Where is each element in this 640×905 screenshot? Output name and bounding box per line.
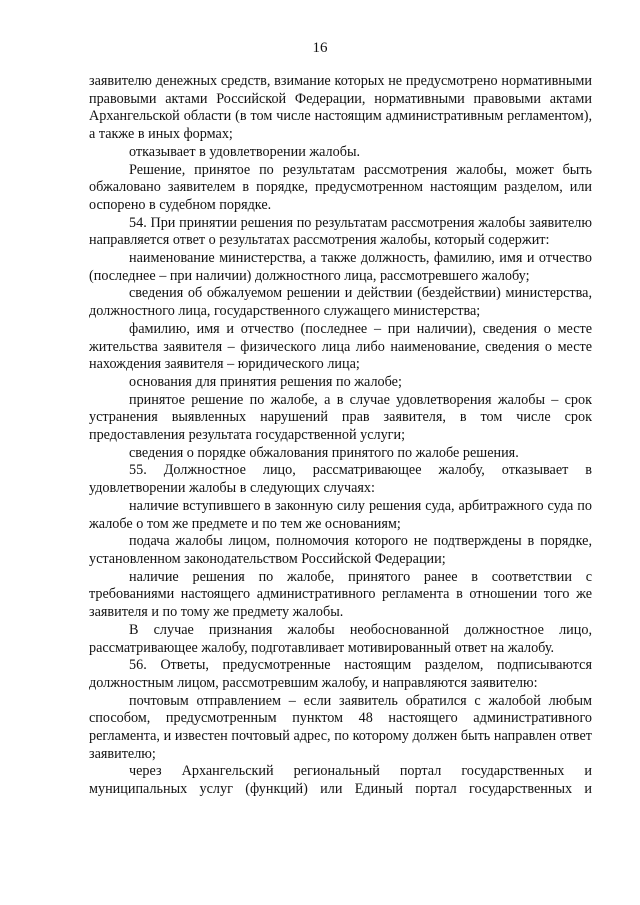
- paragraph: основания для принятия решения по жалобе;: [129, 373, 402, 390]
- paragraph: сведения о порядке обжалования принятого по жалобе решения.: [129, 444, 519, 461]
- paragraph: Решение, принятое по результатам рассмотрения жалобы, может быть обжаловано заявителем в порядке, предусмотренном настоящим разделом, или оспорено в судебном порядке.: [89, 161, 592, 213]
- paragraph-continuation: заявителю денежных средств, взимание которых не предусмотрено нормативными правовыми актами Российской Федерации, нормативными правовыми актами Архангельской области (в том числе настоящим административным регламентом), а также в иных формах;: [89, 73, 592, 143]
- paragraph: фамилию, имя и отчество (последнее – при наличии), сведения о месте жительства заявителя – физического лица либо наименование, сведения о месте нахождения заявителя – юридического лица;: [89, 320, 592, 373]
- paragraph: подача жалобы лицом, полномочия которого не подтверждены в порядке, установленном законодательством Российской Федерации;: [89, 533, 592, 567]
- body-text: [89, 73, 592, 799]
- paragraph-clause-56: 56. Ответы, предусмотренные настоящим разделом, подписываются должностным лицом, рассмотревшим жалобу, и направляются заявителю:: [89, 657, 592, 691]
- paragraph: почтовым отправлением – если заявитель обратился с жалобой любым способом, предусмотренным пунктом 48 настоящего административного регламента, и известен почтовый адрес, по которому должен быть направлен ответ заявителю;: [89, 692, 592, 762]
- page-number: 16: [312, 40, 328, 56]
- paragraph-clause-55: 55. Должностное лицо, рассматривающее жалобу, отказывает в удовлетворении жалобы в следующих случаях:: [89, 462, 592, 497]
- paragraph: наименование министерства, а также должность, фамилию, имя и отчество (последнее – при наличии) должностного лица, рассмотревшего жалобу;: [89, 250, 592, 284]
- paragraph-clause-54: 54. При принятии решения по результатам рассмотрения жалобы заявителю направляется ответ о результатах рассмотрения жалобы, который содержит:: [89, 214, 592, 249]
- paragraph: В случае признания жалобы необоснованной должностное лицо, рассматривающее жалобу, подготавливает мотивированный ответ на жалобу.: [89, 621, 592, 656]
- paragraph-continues: через Архангельский региональный портал государственных и муниципальных услуг (функций) или Единый портал государственных и: [89, 763, 592, 798]
- paragraph: сведения об обжалуемом решении и действии (бездействии) министерства, должностного лица, государственного служащего министерства;: [89, 285, 592, 320]
- paragraph: отказывает в удовлетворении жалобы.: [129, 143, 361, 160]
- paragraph: наличие вступившего в законную силу решения суда, арбитражного суда по жалобе о том же предмете и по тем же основаниям;: [89, 497, 592, 532]
- paragraph: принятое решение по жалобе, а в случае удовлетворения жалобы – срок устранения выявленных нарушений прав заявителя, в том числе срок предоставления результата государственной услуги;: [89, 391, 592, 444]
- paragraph: наличие решения по жалобе, принятого ранее в соответствии с требованиями настоящего административного регламента в отношении того же заявителя и по тому же предмету жалобы.: [89, 568, 592, 621]
